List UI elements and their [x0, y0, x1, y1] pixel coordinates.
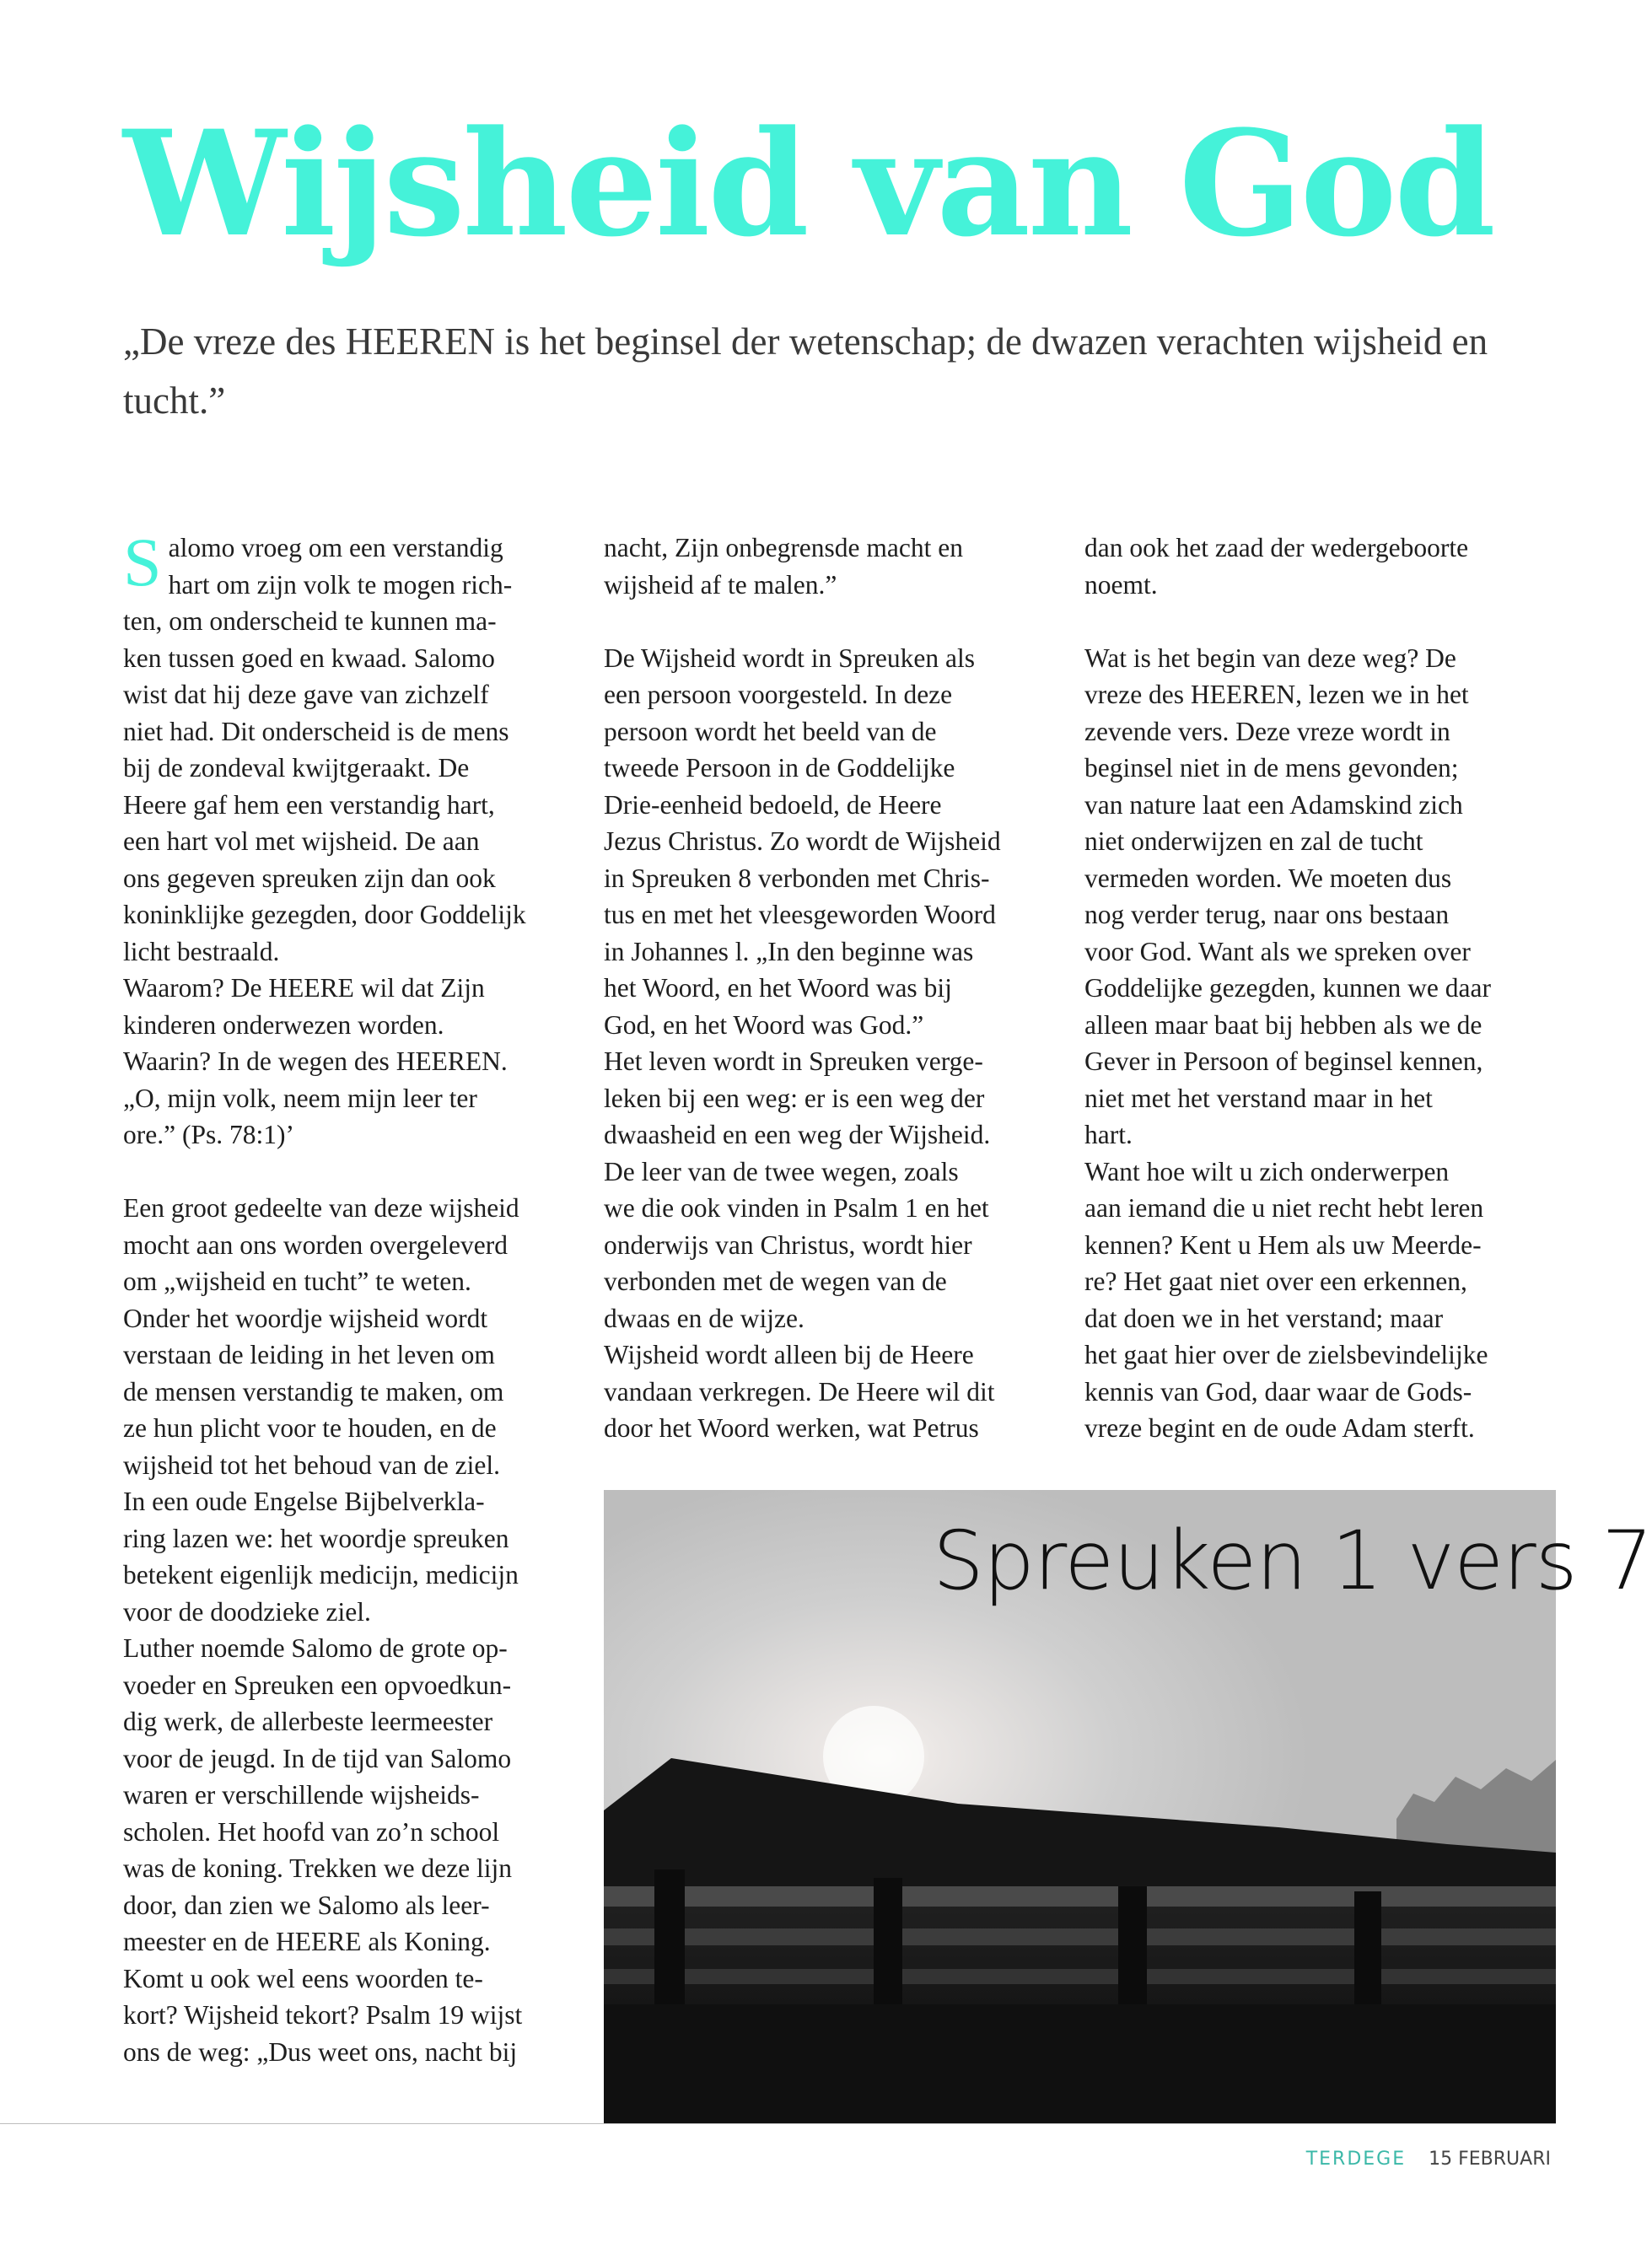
- text-line: wijsheid tot het behoud van de ziel.: [123, 1450, 501, 1480]
- text-line: kinderen onderwezen worden.: [123, 1009, 444, 1040]
- text-line: nog verder terug, naar ons bestaan: [1084, 900, 1450, 929]
- text-line: alleen maar baat bij hebben als we de: [1084, 1009, 1482, 1040]
- paragraph-gap: [123, 1154, 526, 1191]
- text-line: Goddelijke gezegden, kunnen we daar: [1084, 973, 1491, 1003]
- paragraph-gap: [604, 603, 1001, 640]
- text-line: waren er verschillende wijsheids-: [123, 1780, 480, 1810]
- text-line: God, en het Woord was God.”: [604, 1009, 924, 1040]
- text-line: om „wijsheid en tucht” te weten.: [123, 1267, 471, 1296]
- text-line: vreze des HEEREN, lezen we in het: [1084, 680, 1469, 709]
- text-line: onderwijs van Christus, wordt hier: [604, 1229, 972, 1260]
- text-line: wijsheid af te malen.”: [604, 569, 837, 600]
- text-line: koninklijke gezegden, door Goddelijk: [123, 900, 526, 929]
- text-line: dig werk, de allerbeste leermeester: [123, 1707, 493, 1736]
- text-line: Een groot gedeelte van deze wijsheid: [123, 1193, 519, 1223]
- text-line: niet onderwijzen en zal de tucht: [1084, 826, 1423, 856]
- text-line: ore.” (Ps. 78:1)’: [123, 1120, 294, 1149]
- sunrise-photo: [604, 1490, 1652, 2123]
- text-line: hart.: [1084, 1120, 1133, 1149]
- text-line: een persoon voorgesteld. In deze: [604, 680, 953, 709]
- text-line: Het leven wordt in Spreuken verge-: [604, 1046, 983, 1076]
- text-line: Jezus Christus. Zo wordt de Wijsheid: [604, 826, 1001, 856]
- text-line: meester en de HEERE als Koning.: [123, 1927, 491, 1956]
- text-line: het gaat hier over de zielsbevindelijke: [1084, 1340, 1488, 1369]
- text-line: nacht, Zijn onbegrensde macht en: [604, 533, 963, 562]
- text-line: vandaan verkregen. De Heere wil dit: [604, 1376, 995, 1407]
- text-line: ken tussen goed en kwaad. Salomo: [123, 643, 495, 673]
- text-line: licht bestraald.: [123, 936, 280, 966]
- text-line: dan ook het zaad der wedergeboorte: [1084, 533, 1469, 562]
- text-line: Want hoe wilt u zich onderwerpen: [1084, 1156, 1450, 1186]
- text-line: hart om zijn volk te mogen rich-: [168, 569, 513, 600]
- text-line: kort? Wijsheid tekort? Psalm 19 wijst: [123, 2000, 523, 2030]
- text-line: voor God. Want als we spreken over: [1084, 936, 1471, 966]
- text-line: mocht aan ons worden overgeleverd: [123, 1229, 509, 1260]
- text-line: kennen? Kent u Hem als uw Meerde-: [1084, 1229, 1482, 1260]
- text-line: tus en met het vleesgeworden Woord: [604, 900, 996, 929]
- text-line: verstaan de leiding in het leven om: [123, 1340, 495, 1369]
- dropcap-paragraph: [123, 524, 526, 603]
- text-line: een hart vol met wijsheid. De aan: [123, 826, 480, 856]
- text-line: dwaasheid en een weg der Wijsheid.: [604, 1120, 991, 1149]
- text-line: vermeden worden. We moeten dus: [1084, 863, 1452, 893]
- text-line: „O, mijn volk, neem mijn leer ter: [123, 1083, 477, 1113]
- text-line: Wat is het begin van deze weg? De: [1084, 643, 1456, 673]
- text-line: van nature laat een Adamskind zich: [1084, 789, 1463, 820]
- magazine-name: TERDEGE: [1305, 2149, 1407, 2170]
- text-line: we die ook vinden in Psalm 1 en het: [604, 1193, 989, 1223]
- drop-cap: S: [123, 524, 162, 600]
- text-line: dwaas en de wijze.: [604, 1303, 804, 1333]
- text-line: vreze begint en de oude Adam sterft.: [1084, 1413, 1475, 1443]
- text-line: noemt.: [1084, 569, 1158, 600]
- text-line: De Wijsheid wordt in Spreuken als: [604, 643, 975, 673]
- text-line: Luther noemde Salomo de grote op-: [123, 1633, 508, 1663]
- text-line: scholen. Het hoofd van zo’n school: [123, 1816, 500, 1847]
- text-line: Onder het woordje wijsheid wordt: [123, 1303, 488, 1333]
- article-column-2: [604, 530, 1001, 1447]
- text-line: het Woord, en het Woord was bij: [604, 973, 952, 1003]
- text-line: kennis van God, daar waar de Gods-: [1084, 1376, 1472, 1407]
- text-line: Komt u ook wel eens woorden te-: [123, 1963, 483, 1993]
- text-line: beginsel niet in de mens gevonden;: [1084, 753, 1459, 783]
- text-line: In een oude Engelse Bijbelverkla-: [123, 1487, 485, 1516]
- text-line: Waarin? In de wegen des HEEREN.: [123, 1046, 508, 1076]
- text-line: re? Het gaat niet over een erkennen,: [1084, 1267, 1467, 1296]
- text-line: zevende vers. Deze vreze wordt in: [1084, 716, 1450, 746]
- text-line: voeder en Spreuken een opvoedkun-: [123, 1670, 512, 1700]
- footer-divider: [0, 2123, 1556, 2124]
- photo-caption: Spreuken 1 vers 7: [933, 1514, 1652, 1608]
- text-line: in Johannes l. „In den beginne was: [604, 936, 974, 966]
- text-line: voor de jeugd. In de tijd van Salomo: [123, 1743, 512, 1773]
- text-line: ons gegeven spreuken zijn dan ook: [123, 863, 496, 893]
- text-line: betekent eigenlijk medicijn, medicijn: [123, 1560, 519, 1589]
- issue-month: FEBRUARI: [1458, 2149, 1551, 2170]
- text-line: bij de zondeval kwijtgeraakt. De: [123, 753, 470, 783]
- text-line: wist dat hij deze gave van zichzelf: [123, 680, 489, 709]
- text-line: in Spreuken 8 verbonden met Chris-: [604, 863, 990, 893]
- text-line: was de koning. Trekken we deze lijn: [123, 1853, 513, 1883]
- text-line: verbonden met de wegen van de: [604, 1267, 947, 1296]
- text-line: alomo vroeg om een verstandig: [168, 533, 503, 562]
- text-line: ring lazen we: het woordje spreuken: [123, 1523, 509, 1553]
- text-line: voor de doodzieke ziel.: [123, 1596, 371, 1627]
- text-line: Waarom? De HEERE wil dat Zijn: [123, 973, 485, 1003]
- paragraph-gap: [1084, 603, 1491, 640]
- text-line: Heere gaf hem een verstandig hart,: [123, 789, 495, 820]
- text-line: ze hun plicht voor te houden, en de: [123, 1413, 497, 1443]
- text-line: Drie-eenheid bedoeld, de Heere: [604, 789, 942, 820]
- text-line: Wijsheid wordt alleen bij de Heere: [604, 1340, 974, 1369]
- text-line: door het Woord werken, wat Petrus: [604, 1413, 979, 1443]
- text-line: Gever in Persoon of beginsel kennen,: [1084, 1046, 1483, 1076]
- text-line: dat doen we in het verstand; maar: [1084, 1303, 1444, 1333]
- text-line: De leer van de twee wegen, zoals: [604, 1156, 959, 1186]
- text-line: niet had. Dit onderscheid is de mens: [123, 716, 509, 746]
- page-footer: [1306, 2149, 1551, 2170]
- text-line: leken bij een weg: er is een weg der: [604, 1083, 985, 1113]
- text-line: niet met het verstand maar in het: [1084, 1083, 1433, 1113]
- text-line: ten, om onderscheid te kunnen ma-: [123, 606, 497, 636]
- text-line: ons de weg: „Dus weet ons, nacht bij: [123, 2036, 518, 2067]
- text-line: tweede Persoon in de Goddelijke: [604, 753, 955, 783]
- text-line: aan iemand die u niet recht hebt leren: [1084, 1193, 1484, 1223]
- article-column-3: [1084, 530, 1491, 1447]
- text-line: door, dan zien we Salomo als leer-: [123, 1890, 490, 1920]
- text-line: de mensen verstandig te maken, om: [123, 1376, 504, 1407]
- article-title: Wijsheid van God: [123, 98, 1493, 269]
- article-subtitle-quote: „De vreze des HEEREN is het beginsel der wetenschap; de dwazen verachten wijsheid en tucht.”: [123, 320, 1488, 422]
- text-line: persoon wordt het beeld van de: [604, 716, 937, 746]
- article-column-1: [123, 524, 526, 2070]
- page-number: 15: [1429, 2149, 1453, 2170]
